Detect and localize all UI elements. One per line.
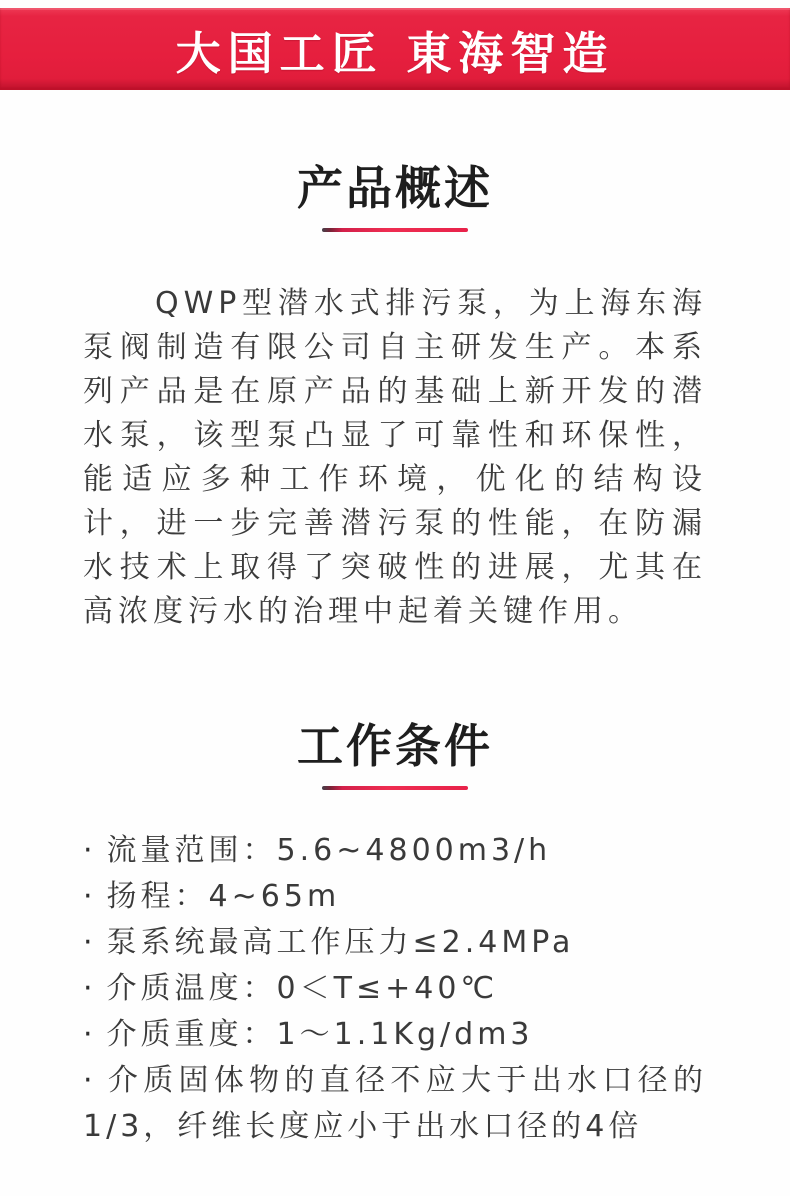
condition-solids-size: 介质固体物的直径不应大于出水口径的1/3，纤维长度应小于出水口径的4倍 xyxy=(83,1062,707,1144)
conditions-title-underline xyxy=(322,786,468,790)
overview-paragraph: QWP型潜水式排污泵，为上海东海泵阀制造有限公司自主研发生产。本系列产品是在原产品的基础上新开发的潜水泵，该型泵凸显了可靠性和环保性，能适应多种工作环境，优化的结构设计，进一步完善潜污泵的性能，在防漏水技术上取得了突破性的进展，尤其在高浓度污水的治理中起着关键作用。 xyxy=(83,285,707,629)
bullet-dot: · xyxy=(83,924,97,960)
list-item xyxy=(83,874,707,920)
list-item xyxy=(83,1058,707,1150)
conditions-section xyxy=(0,634,790,1150)
bullet-dot: · xyxy=(83,878,97,914)
list-item xyxy=(83,966,707,1012)
bullet-dot: · xyxy=(83,1016,97,1052)
condition-medium-density: 介质重度：1～1.1Kg/dm3 xyxy=(106,1016,534,1052)
condition-medium-temperature: 介质温度：0＜T≤+40℃ xyxy=(106,970,499,1006)
bullet-dot: · xyxy=(83,1062,97,1098)
condition-max-pressure: 泵系统最高工作压力≤2.4MPa xyxy=(106,924,575,960)
list-item xyxy=(83,1012,707,1058)
condition-flow-range: 流量范围：5.6~4800m3/h xyxy=(106,832,552,868)
overview-section xyxy=(0,90,790,634)
overview-title-underline xyxy=(322,228,468,232)
bullet-dot: · xyxy=(83,970,97,1006)
list-item xyxy=(83,920,707,966)
bullet-dot: · xyxy=(83,832,97,868)
condition-head: 扬程：4~65m xyxy=(106,878,341,914)
overview-section-title: 产品概述 xyxy=(297,161,493,215)
conditions-section-title: 工作条件 xyxy=(297,718,493,773)
list-item xyxy=(83,828,707,874)
conditions-list xyxy=(83,828,707,1150)
banner-title: 大国工匠 東海智造 xyxy=(175,26,615,80)
top-banner xyxy=(0,8,790,90)
